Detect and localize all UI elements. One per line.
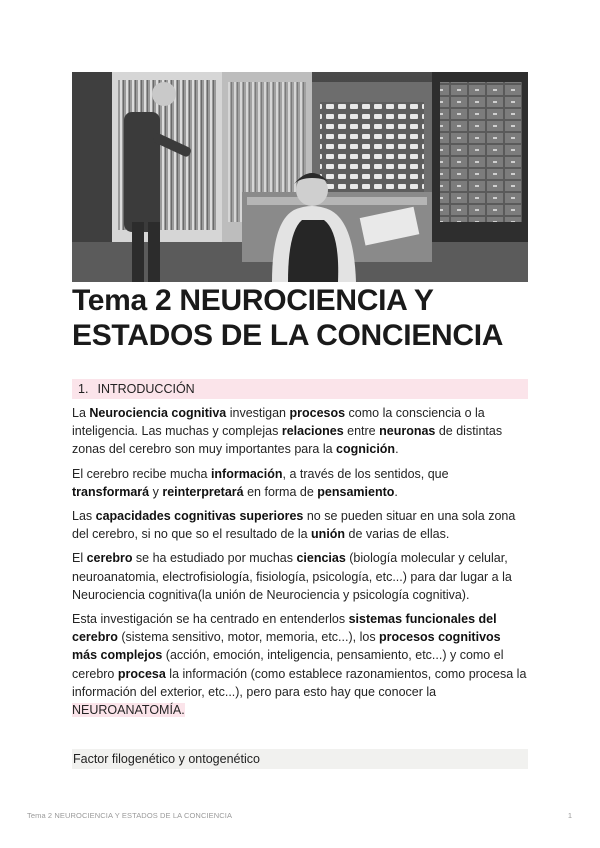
text-run: (acción, emoción, inteligencia, pensamiento, etc...) y como el cerebro	[72, 648, 504, 681]
text-run: (sistema sensitivo, motor, memoria, etc...), los	[117, 630, 380, 645]
text-run: Esta investigación se ha centrado en entenderlos	[72, 612, 349, 627]
section-label: INTRODUCCIÓN	[97, 382, 195, 396]
bold-term: transformará	[72, 484, 150, 499]
section-heading	[72, 379, 528, 399]
paragraph	[72, 507, 528, 543]
paragraph	[72, 465, 528, 501]
text-run: El	[72, 551, 87, 566]
bold-term: procesos	[289, 406, 346, 420]
bold-term: ciencias	[296, 551, 346, 566]
bold-term: unión	[311, 527, 346, 542]
text-run: de distintas zonas del cerebro son muy importantes para la	[72, 424, 503, 457]
footer-running-title: Tema 2 NEUROCIENCIA Y ESTADOS DE LA CONCIENCIA	[27, 811, 233, 820]
cover-image	[72, 72, 528, 282]
bold-term: procesos cognitivos más complejos	[72, 630, 501, 663]
bold-term: información	[210, 466, 283, 481]
text-run: no se pueden situar en una sola zona del cerebro, si no que so el resultado de la	[72, 509, 516, 542]
text-run: de varias de ellas.	[345, 527, 450, 542]
bold-term: Neurociencia cognitiva	[89, 406, 227, 420]
bold-term: pensamiento	[317, 484, 395, 499]
bold-term: capacidades cognitivas superiores	[95, 509, 304, 524]
text-run: La	[72, 406, 90, 420]
text-run: investigan	[226, 406, 290, 420]
text-run: El cerebro recibe mucha	[72, 466, 211, 481]
paragraph	[72, 610, 528, 719]
text-run: la información (como establece razonamientos, como procesa la información del exterior, etc...), pero para esto hay que conocer la	[72, 666, 527, 699]
bold-term: cerebro	[86, 551, 133, 566]
text-run: en forma de	[243, 484, 318, 499]
text-run: entre	[343, 424, 380, 439]
subsection-label: Factor filogenético y ontogenético	[73, 752, 260, 766]
paragraph	[72, 549, 528, 604]
paragraph	[72, 404, 528, 459]
text-run: Las	[72, 509, 96, 524]
text-run: .	[395, 442, 399, 457]
text-run: .	[394, 484, 398, 499]
highlighted-term: NEUROANATOMÍA.	[72, 703, 185, 718]
bold-term: cognición	[336, 442, 396, 457]
text-run: se ha estudiado por muchas	[132, 551, 297, 566]
bold-term: neuronas	[379, 424, 436, 439]
subsection-heading	[72, 749, 528, 769]
text-run: (biología molecular y celular, neuroanatomia, electrofisiología, fisiología, psicología, etc...) para dar lugar a la Neurociencia cognitiva(la unión de Neurociencia y psicología cognitiva).	[72, 551, 512, 602]
text-run: y	[149, 484, 163, 499]
body-text	[72, 404, 528, 725]
footer-page-number: 1	[567, 811, 572, 820]
bold-term: procesa	[117, 666, 166, 681]
computer-room-photo	[72, 72, 528, 282]
text-run: como la consciencia o la inteligencia. Las muchas y complejas	[72, 406, 485, 439]
bold-term: sistemas funcionales del cerebro	[72, 612, 497, 645]
section-number: 1.	[78, 382, 89, 396]
text-run: , a través de los sentidos, que	[282, 466, 449, 481]
bold-term: reinterpretará	[162, 484, 244, 499]
bold-term: relaciones	[281, 424, 344, 439]
page-title: Tema 2 NEUROCIENCIA Y ESTADOS DE LA CONCIENCIA	[72, 284, 504, 352]
